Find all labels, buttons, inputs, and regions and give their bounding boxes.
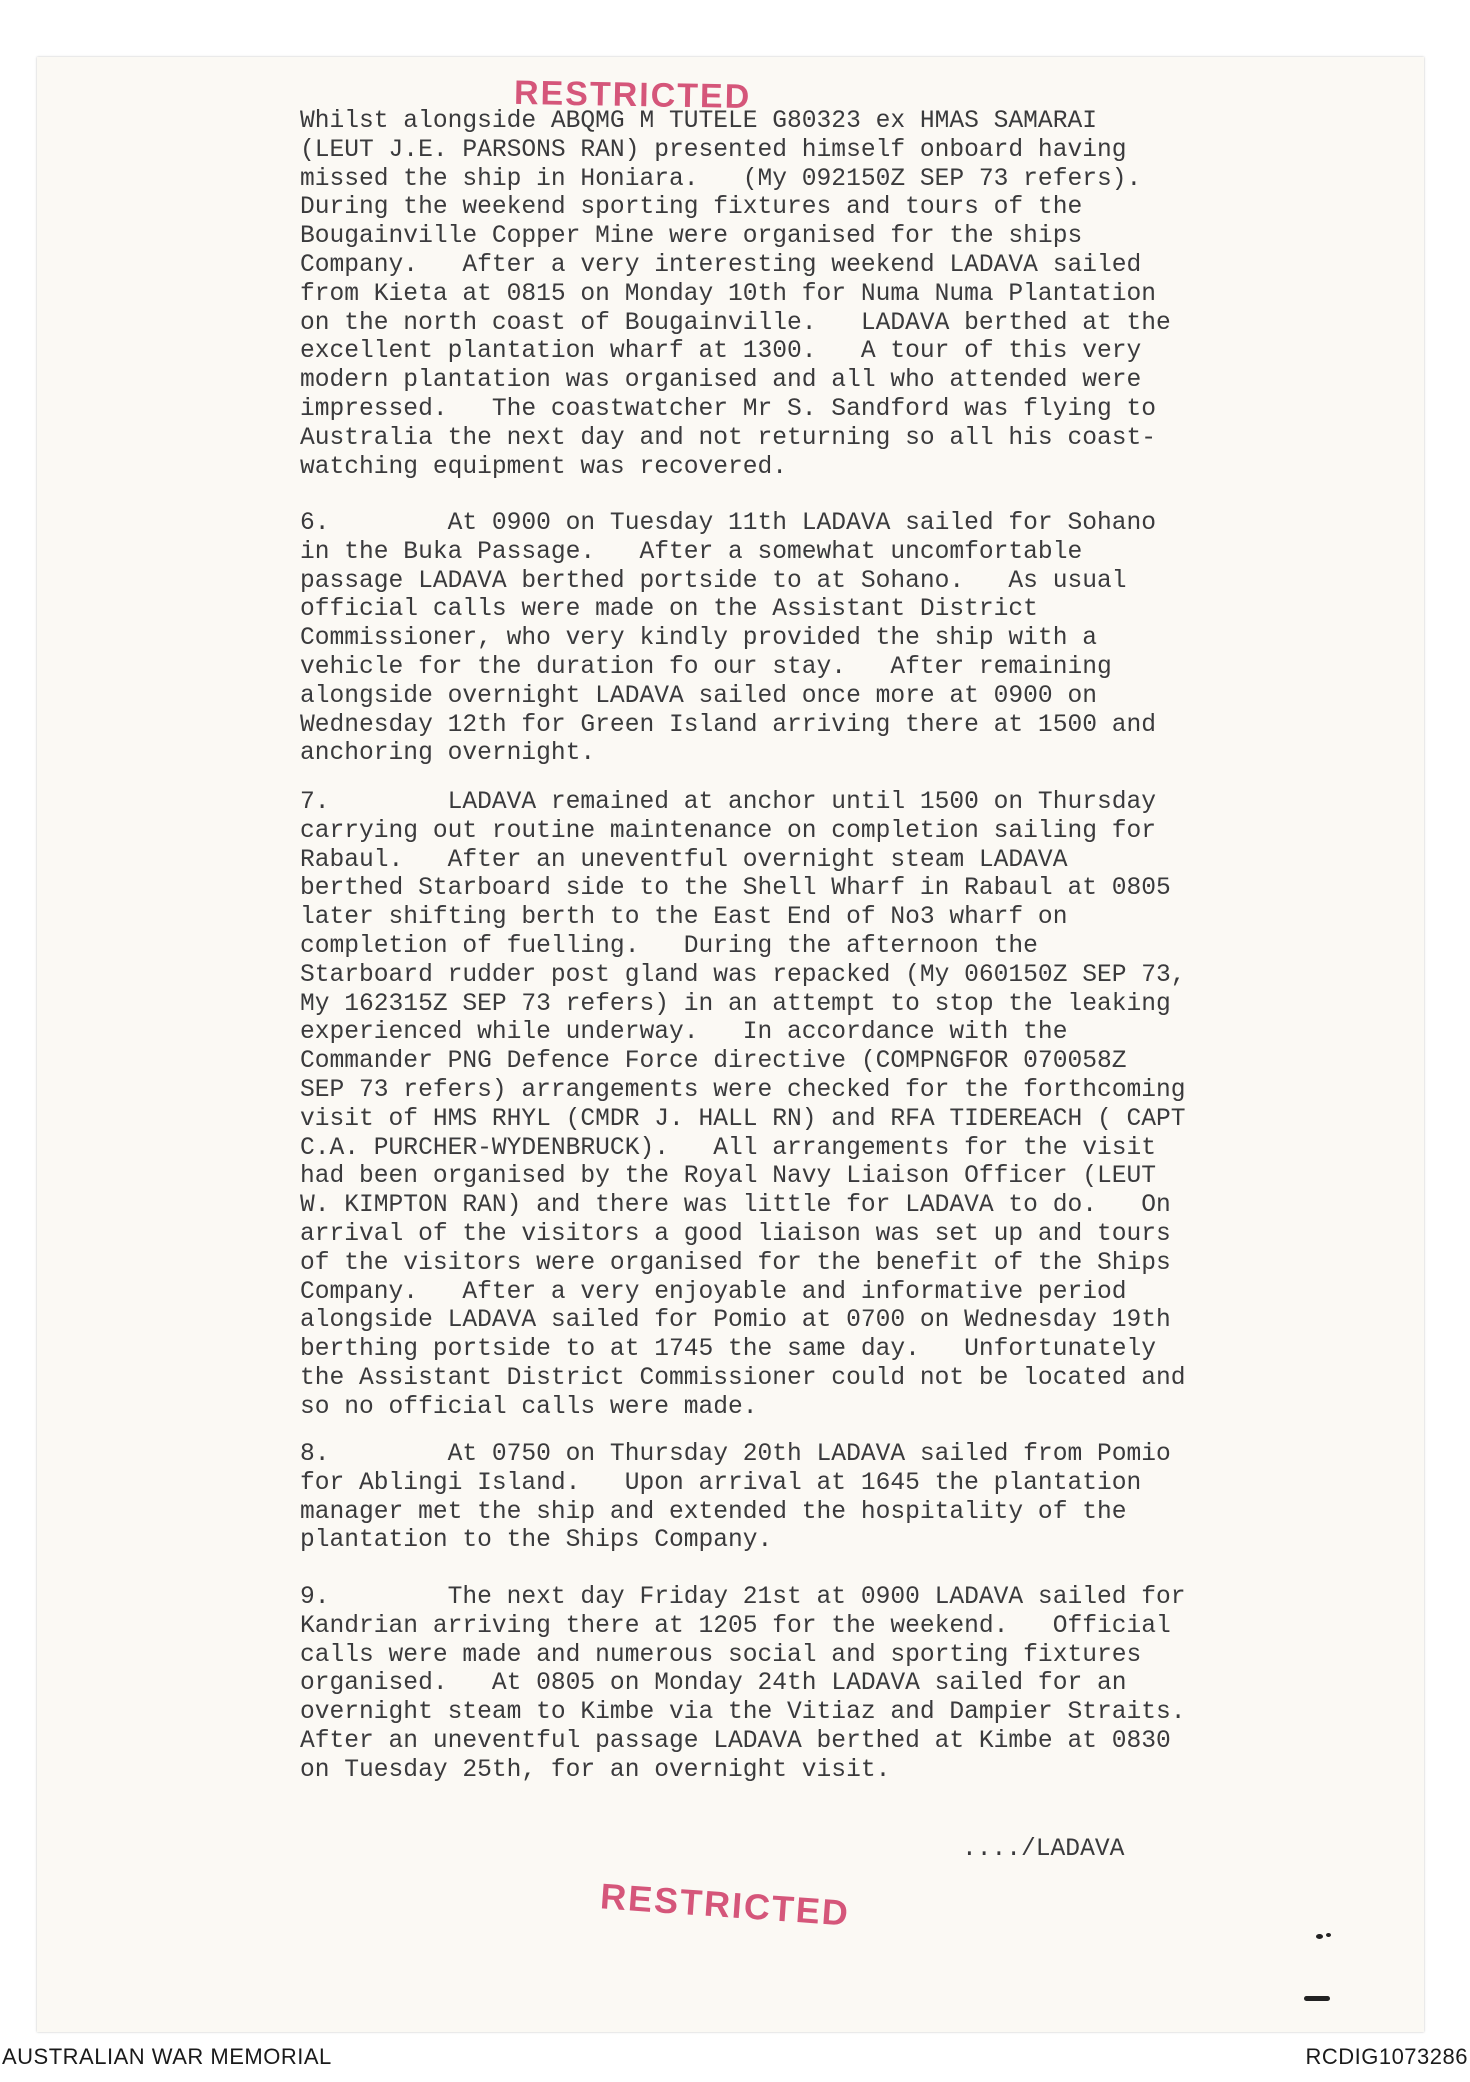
text-line: calls were made and numerous social and sporting fixtures — [300, 1641, 1142, 1669]
text-line: organised. At 0805 on Monday 24th LADAVA sailed for an — [300, 1670, 1127, 1698]
paragraph-5-continued — [300, 108, 1171, 482]
text-line: impressed. The coastwatcher Mr S. Sandford was flying to — [300, 395, 1157, 423]
ink-speck — [1304, 1996, 1330, 2001]
text-line: modern plantation was organised and all who attended were — [300, 367, 1142, 395]
text-line: vehicle for the duration fo our stay. After remaining — [300, 653, 1112, 681]
text-line: 9. The next day Friday 21st at 0900 LADAVA sailed for — [300, 1584, 1186, 1611]
paragraph-9 — [300, 1584, 1186, 1786]
text-line: excellent plantation wharf at 1300. A tour of this very — [300, 338, 1142, 366]
text-line: of the visitors were organised for the benefit of the Ships — [300, 1249, 1171, 1277]
text-line: Bougainville Copper Mine were organised for the ships — [300, 223, 1083, 251]
text-line: overnight steam to Kimbe via the Vitiaz and Dampier Straits. — [300, 1699, 1186, 1727]
text-line: completion of fuelling. During the afternoon the — [300, 932, 1038, 960]
text-line: After an uneventful passage LADAVA berthed at Kimbe at 0830 — [300, 1727, 1171, 1755]
text-line: anchoring overnight. — [300, 740, 596, 768]
text-line: 6. At 0900 on Tuesday 11th LADAVA sailed for Sohano — [300, 510, 1157, 537]
text-line: official calls were made on the Assistant District — [300, 596, 1038, 624]
text-line: for Ablingi Island. Upon arrival at 1645 the plantation — [300, 1469, 1142, 1497]
text-line: experienced while underway. In accordance with the — [300, 1019, 1068, 1047]
text-line: 7. LADAVA remained at anchor until 1500 on Thursday — [300, 789, 1157, 816]
restricted-stamp-bottom: RESTRICTED — [598, 1875, 852, 1934]
paragraph-6 — [300, 510, 1156, 769]
text-line: arrival of the visitors a good liaison was set up and tours — [300, 1220, 1171, 1248]
text-line: from Kieta at 0815 on Monday 10th for Numa Numa Plantation — [300, 280, 1157, 308]
text-line: Commander PNG Defence Force directive (COMPNGFOR 070058Z — [300, 1048, 1127, 1076]
text-line: visit of HMS RHYL (CMDR J. HALL RN) and RFA TIDEREACH ( CAPT — [300, 1105, 1186, 1133]
text-line: on Tuesday 25th, for an overnight visit. — [300, 1756, 891, 1784]
text-line: the Assistant District Commissioner could not be located and — [300, 1364, 1186, 1392]
restricted-stamp-top: RESTRICTED — [513, 73, 752, 117]
text-line: plantation to the Ships Company. — [300, 1527, 773, 1555]
text-line: berthed Starboard side to the Shell Wharf in Rabaul at 0805 — [300, 875, 1171, 903]
text-line: in the Buka Passage. After a somewhat uncomfortable — [300, 538, 1083, 566]
text-line: alongside overnight LADAVA sailed once more at 0900 on — [300, 682, 1097, 710]
text-line: SEP 73 refers) arrangements were checked for the forthcoming — [300, 1076, 1186, 1104]
text-line: missed the ship in Honiara. (My 092150Z SEP 73 refers). — [300, 165, 1142, 193]
text-line: manager met the ship and extended the hospitality of the — [300, 1498, 1127, 1526]
text-line: Rabaul. After an uneventful overnight steam LADAVA — [300, 846, 1068, 874]
text-line: Wednesday 12th for Green Island arriving there at 1500 and — [300, 711, 1157, 739]
text-line: Starboard rudder post gland was repacked (My 060150Z SEP 73, — [300, 961, 1186, 989]
text-line: had been organised by the Royal Navy Liaison Officer (LEUT — [300, 1163, 1157, 1191]
text-line: Kandrian arriving there at 1205 for the weekend. Official — [300, 1612, 1171, 1640]
catchword: ..../LADAVA — [962, 1836, 1125, 1863]
text-line: C.A. PURCHER-WYDENBRUCK). All arrangements for the visit — [300, 1134, 1157, 1162]
ink-speck — [1316, 1934, 1323, 1939]
text-line: berthing portside to at 1745 the same day. Unfortunately — [300, 1336, 1157, 1364]
paragraph-7 — [300, 789, 1186, 1423]
text-line: carrying out routine maintenance on completion sailing for — [300, 817, 1157, 845]
text-line: W. KIMPTON RAN) and there was little for LADAVA to do. On — [300, 1192, 1171, 1220]
text-line: Australia the next day and not returning so all his coast- — [300, 424, 1157, 452]
text-line: alongside LADAVA sailed for Pomio at 0700 on Wednesday 19th — [300, 1307, 1171, 1335]
text-line: Company. After a very interesting weekend LADAVA sailed — [300, 251, 1142, 279]
footer-archive-name: AUSTRALIAN WAR MEMORIAL — [2, 2044, 332, 2069]
text-line: 8. At 0750 on Thursday 20th LADAVA sailed from Pomio — [300, 1441, 1171, 1468]
text-line: Company. After a very enjoyable and informative period — [300, 1278, 1127, 1306]
text-line: later shifting berth to the East End of No3 wharf on — [300, 904, 1068, 932]
text-line: passage LADAVA berthed portside to at Sohano. As usual — [300, 567, 1127, 595]
text-line: (LEUT J.E. PARSONS RAN) presented himself onboard having — [300, 136, 1127, 164]
text-line: Whilst alongside ABQMG M TUTELE G80323 ex HMAS SAMARAI — [300, 108, 1097, 135]
text-line: During the weekend sporting fixtures and tours of the — [300, 194, 1083, 222]
text-line: watching equipment was recovered. — [300, 453, 788, 481]
ink-speck — [1326, 1933, 1331, 1937]
text-line: My 162315Z SEP 73 refers) in an attempt to stop the leaking — [300, 990, 1171, 1018]
text-line: on the north coast of Bougainville. LADAVA berthed at the — [300, 309, 1171, 337]
paragraph-8 — [300, 1441, 1171, 1556]
text-line: so no official calls were made. — [300, 1393, 758, 1421]
text-line: Commissioner, who very kindly provided the ship with a — [300, 625, 1097, 653]
footer-record-id: RCDIG1073286 — [1305, 2044, 1468, 2069]
